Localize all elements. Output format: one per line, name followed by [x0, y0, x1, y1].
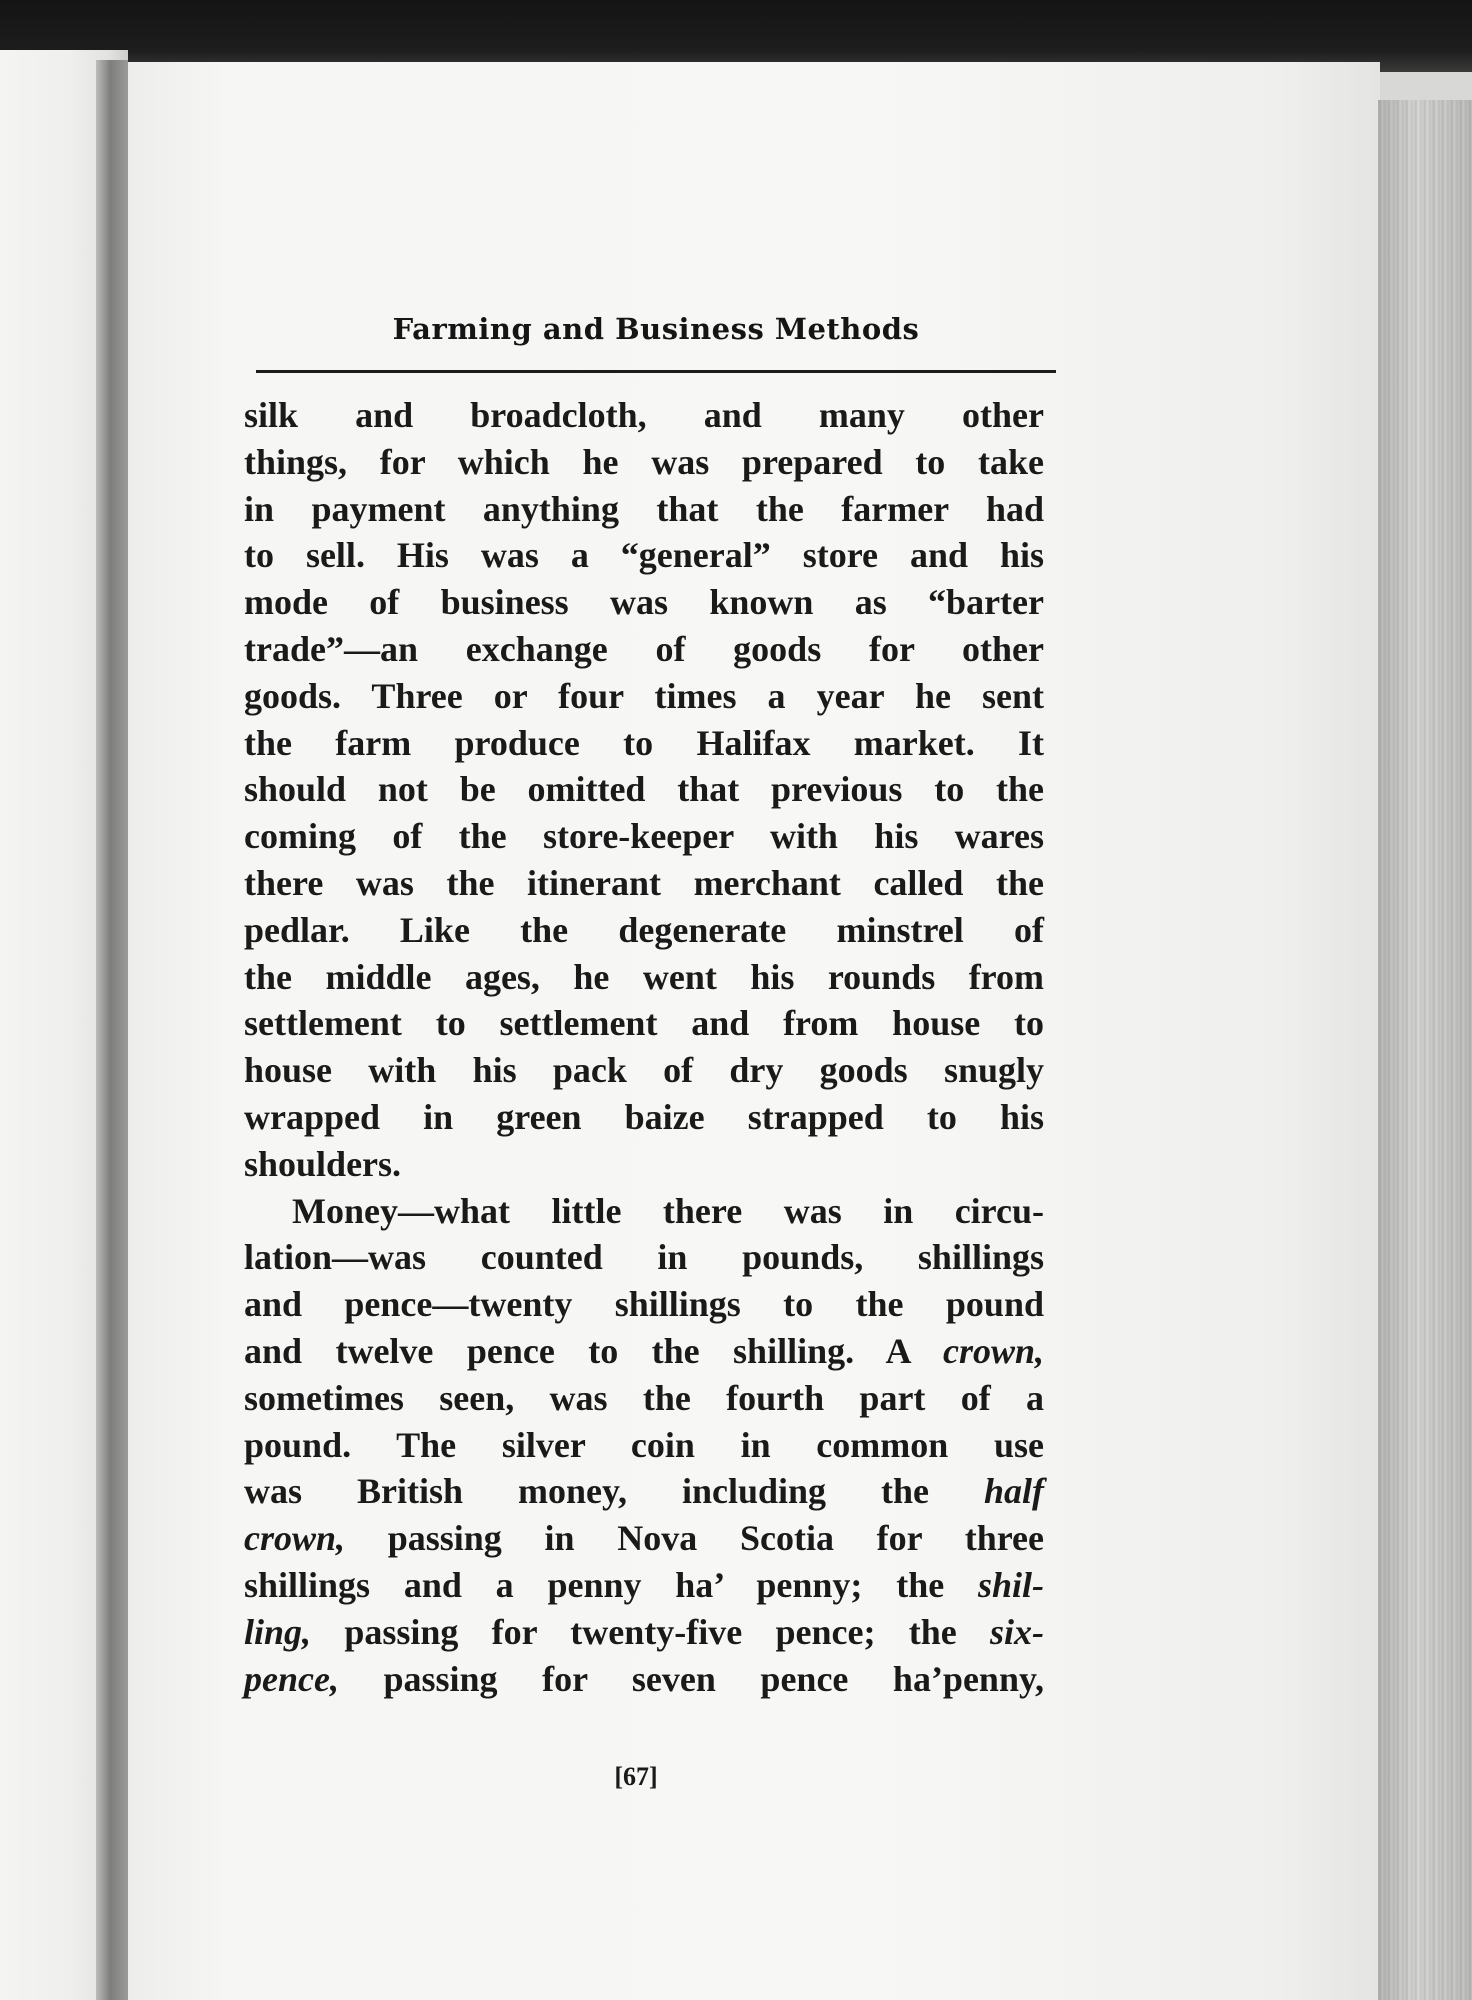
text-line: trade”—an exchange of goods for other — [244, 628, 1044, 669]
text-line — [244, 1562, 1044, 1609]
text-line: goods. Three or four times a year he sent — [244, 675, 1044, 716]
text-run: passing for twenty-five pence; the — [311, 1611, 990, 1652]
text-line — [244, 1468, 1044, 1515]
text-line: lation—was counted in pounds, shillings — [244, 1237, 1044, 1278]
header-rule — [256, 370, 1056, 373]
italic-term: half — [983, 1471, 1044, 1512]
text-line: the farm produce to Halifax market. It — [244, 722, 1044, 763]
text-line: to sell. His was a “general” store and his — [244, 535, 1044, 576]
text-line: in payment anything that the farmer had — [244, 488, 1044, 529]
italic-term: crown, — [244, 1518, 346, 1559]
text-line: sometimes seen, was the fourth part of a — [244, 1377, 1044, 1418]
body-text — [244, 392, 1044, 1702]
text-line: the middle ages, he went his rounds from — [244, 956, 1044, 997]
text-line — [244, 1515, 1044, 1562]
running-head: Farming and Business Methods — [392, 312, 920, 346]
text-line: Money—what little there was in circu- — [292, 1190, 1044, 1231]
book-gutter — [96, 60, 128, 2000]
text-run: passing in Nova Scotia for three — [345, 1518, 1044, 1559]
text-run: passing for seven pence ha’penny, — [338, 1658, 1044, 1699]
text-line: pound. The silver coin in common use — [244, 1424, 1044, 1465]
text-line: house with his pack of dry goods snugly — [244, 1050, 1044, 1091]
text-line: and pence—twenty shillings to the pound — [244, 1284, 1044, 1325]
text-line: there was the itinerant merchant called the — [244, 862, 1044, 903]
page-stack-edge — [1378, 100, 1472, 2000]
text-line: things, for which he was prepared to take — [244, 441, 1044, 482]
text-line: settlement to settlement and from house to — [244, 1003, 1044, 1044]
text-line: should not be omitted that previous to the — [244, 769, 1044, 810]
text-line: mode of business was known as “barter — [244, 582, 1044, 623]
text-line: silk and broadcloth, and many other — [244, 395, 1044, 435]
italic-term: shil- — [977, 1564, 1044, 1605]
italic-term: ling, — [244, 1611, 312, 1652]
text-line — [244, 1656, 1044, 1703]
text-run: was British money, including the — [244, 1471, 984, 1512]
page-number: [67] — [614, 1762, 658, 1791]
text-line: shoulders. — [244, 1143, 402, 1184]
italic-term: pence, — [244, 1658, 339, 1699]
text-run: shillings and a penny ha’ penny; the — [244, 1564, 978, 1605]
text-run: and twelve pence to the shilling. A — [244, 1330, 943, 1371]
text-line: wrapped in green baize strapped to his — [244, 1096, 1044, 1137]
text-line: pedlar. Like the degenerate minstrel of — [244, 909, 1044, 950]
italic-term: crown, — [942, 1330, 1044, 1371]
text-line — [244, 1609, 1044, 1656]
italic-term: six- — [990, 1611, 1044, 1652]
text-line — [244, 1328, 1044, 1375]
text-line: coming of the store-keeper with his wares — [244, 816, 1044, 857]
